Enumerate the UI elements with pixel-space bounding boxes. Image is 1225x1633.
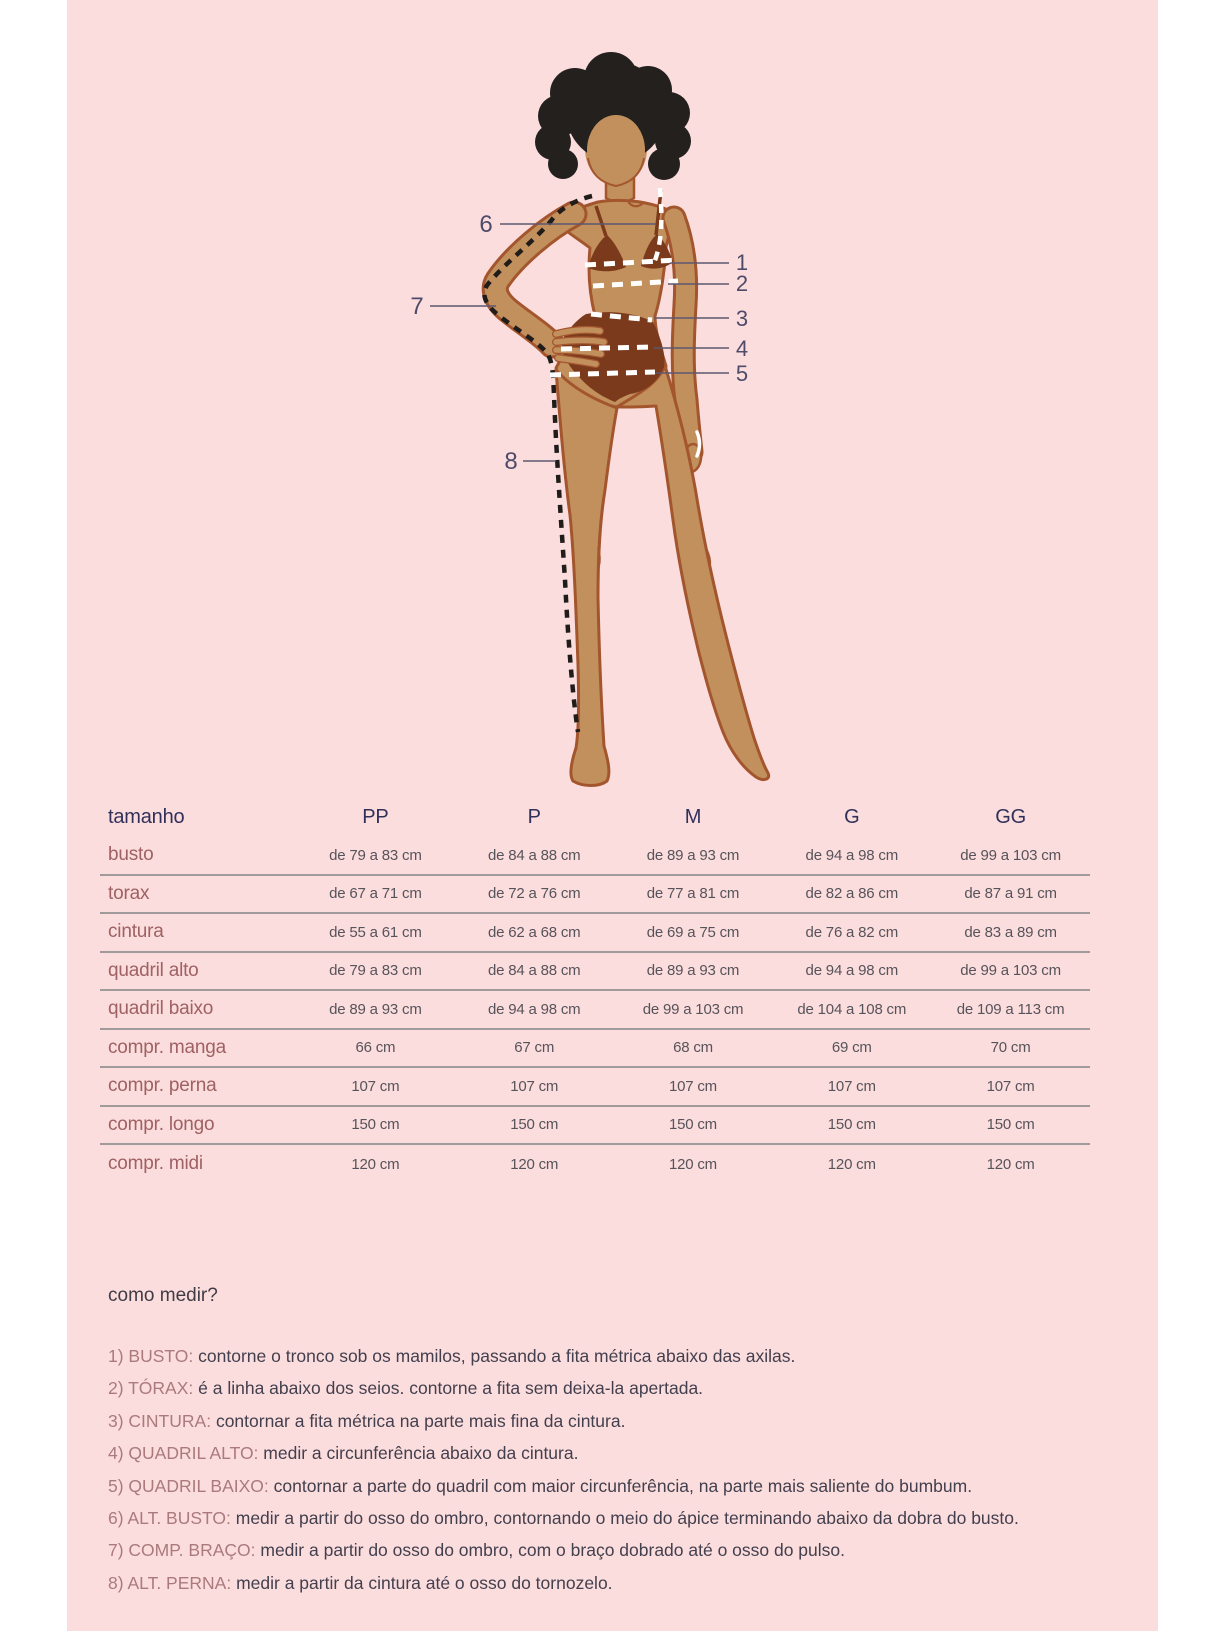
row-label: quadril alto: [108, 959, 199, 981]
howto-prefix: 3) CINTURA:: [108, 1410, 212, 1431]
cell: 67 cm: [514, 1039, 555, 1057]
cell: de 55 a 61 cm: [329, 923, 422, 941]
cell: 120 cm: [351, 1155, 400, 1173]
size-col-g: G: [844, 805, 860, 828]
row-label: cintura: [108, 921, 164, 943]
cell: de 62 a 68 cm: [487, 923, 581, 941]
cell: 150 cm: [510, 1116, 559, 1134]
cell: de 76 a 82 cm: [805, 923, 899, 941]
howto-item-torax: [108, 1372, 1108, 1404]
table-row: [100, 953, 1090, 992]
size-col-p: P: [527, 805, 541, 828]
cell: 107 cm: [510, 1077, 559, 1095]
size-col-pp: PP: [362, 805, 389, 828]
cell: 107 cm: [668, 1077, 717, 1095]
cell: 107 cm: [986, 1077, 1035, 1095]
cell: de 89 a 93 cm: [329, 1000, 422, 1018]
cell: 107 cm: [827, 1077, 876, 1095]
cell: de 89 a 93 cm: [646, 962, 740, 980]
howto-text: medir a partir do osso do ombro, com o braço dobrado até o osso do pulso.: [260, 1540, 846, 1561]
howto-text: medir a circunferência abaixo da cintura.: [263, 1443, 579, 1464]
cell: 150 cm: [986, 1116, 1035, 1134]
howto-prefix: 5) QUADRIL BAIXO:: [108, 1475, 269, 1496]
row-label: compr. perna: [108, 1075, 217, 1097]
howto-prefix: 6) ALT. BUSTO:: [108, 1508, 231, 1529]
marker-3: 3: [735, 306, 749, 331]
howto-item-quadril-baixo: [108, 1470, 1108, 1502]
howto-prefix: 2) TÓRAX:: [108, 1378, 194, 1399]
marker-2: 2: [735, 271, 749, 296]
table-row: [100, 1068, 1090, 1107]
cell: de 89 a 93 cm: [646, 846, 740, 864]
row-label: compr. longo: [108, 1113, 215, 1135]
cell: de 72 a 76 cm: [487, 885, 581, 903]
cell: de 82 a 86 cm: [805, 885, 899, 903]
cell: de 109 a 113 cm: [956, 1000, 1065, 1018]
howto-text: medir a partir do osso do ombro, contornando o meio do ápice terminando abaixo da dobra do busto.: [235, 1508, 1019, 1529]
cell: 150 cm: [827, 1116, 876, 1134]
table-row: [100, 991, 1090, 1030]
cell: de 94 a 98 cm: [487, 1000, 581, 1018]
cell: 70 cm: [990, 1039, 1031, 1057]
marker-4: 4: [735, 336, 749, 361]
cell: de 94 a 98 cm: [805, 846, 899, 864]
table-row: [100, 1145, 1090, 1184]
cell: de 94 a 98 cm: [805, 962, 899, 980]
cell: de 79 a 83 cm: [329, 962, 422, 980]
cell: 150 cm: [668, 1116, 717, 1134]
size-table: [100, 797, 1090, 1184]
figure-illustration: [0, 0, 1225, 800]
howto-prefix: 8) ALT. PERNA:: [108, 1572, 232, 1593]
row-label: busto: [108, 844, 154, 866]
left-leg: [556, 370, 617, 786]
howto-prefix: 7) COMP. BRAÇO:: [108, 1540, 256, 1561]
table-row: [100, 1030, 1090, 1069]
table-row: [100, 876, 1090, 915]
howto-item-alt-perna: [108, 1567, 1108, 1599]
table-row: [100, 837, 1090, 876]
cell: 150 cm: [351, 1116, 400, 1134]
howto-text: contorne o tronco sob os mamilos, passando a fita métrica abaixo das axilas.: [198, 1346, 796, 1366]
howto-text: medir a partir da cintura até o osso do tornozelo.: [236, 1572, 613, 1593]
howto-item-quadril-alto: [108, 1437, 1108, 1469]
cell: de 104 a 108 cm: [797, 1000, 907, 1018]
how-to-measure-list: [108, 1340, 1108, 1599]
howto-text: é a linha abaixo dos seios. contorne a fita sem deixa-la apertada.: [198, 1378, 704, 1399]
cell: de 83 a 89 cm: [964, 923, 1057, 941]
row-label: compr. midi: [108, 1153, 203, 1175]
marker-5: 5: [735, 361, 749, 386]
cell: 107 cm: [351, 1077, 400, 1095]
left-arm: [495, 214, 574, 345]
cell: 68 cm: [673, 1039, 713, 1057]
howto-item-alt-busto: [108, 1502, 1108, 1534]
table-row: [100, 1107, 1090, 1146]
cell: de 99 a 103 cm: [960, 846, 1061, 864]
size-table-header: [100, 797, 1090, 837]
howto-item-busto: [108, 1340, 1108, 1372]
cell: de 79 a 83 cm: [329, 846, 422, 864]
howto-item-cintura: [108, 1405, 1108, 1437]
cell: de 99 a 103 cm: [960, 962, 1061, 980]
cell: 69 cm: [831, 1039, 872, 1057]
row-label: quadril baixo: [108, 998, 214, 1020]
cell: de 99 a 103 cm: [642, 1000, 744, 1018]
cell: de 69 a 75 cm: [646, 923, 740, 941]
marker-6: 6: [479, 211, 493, 238]
marker-1: 1: [735, 250, 749, 275]
table-corner-label: tamanho: [108, 805, 185, 828]
cell: de 84 a 88 cm: [487, 962, 581, 980]
cell: de 77 a 81 cm: [646, 885, 740, 903]
cell: 120 cm: [668, 1155, 717, 1173]
row-label: torax: [108, 882, 150, 904]
howto-item-comp-braco: [108, 1534, 1108, 1566]
cell: 120 cm: [986, 1155, 1035, 1173]
howto-prefix: 4) QUADRIL ALTO:: [108, 1443, 259, 1464]
cell: de 84 a 88 cm: [487, 846, 581, 864]
size-col-m: M: [684, 805, 702, 828]
howto-text: contornar a parte do quadril com maior circunferência, na parte mais saliente do bumbum.: [273, 1475, 973, 1496]
cell: 120 cm: [827, 1155, 876, 1173]
size-col-gg: GG: [995, 805, 1026, 828]
marker-7: 7: [410, 293, 424, 320]
howto-prefix: 1) BUSTO:: [108, 1346, 194, 1366]
table-row: [100, 914, 1090, 953]
howto-text: contornar a fita métrica na parte mais fina da cintura.: [215, 1410, 626, 1431]
how-to-measure-title: como medir?: [108, 1285, 218, 1306]
legs: [556, 366, 769, 786]
cell: de 67 a 71 cm: [329, 885, 422, 903]
cell: 120 cm: [510, 1155, 559, 1173]
marker-8: 8: [504, 448, 518, 475]
cell: 66 cm: [355, 1039, 396, 1057]
row-label: compr. manga: [108, 1036, 226, 1058]
cell: de 87 a 91 cm: [964, 885, 1057, 903]
